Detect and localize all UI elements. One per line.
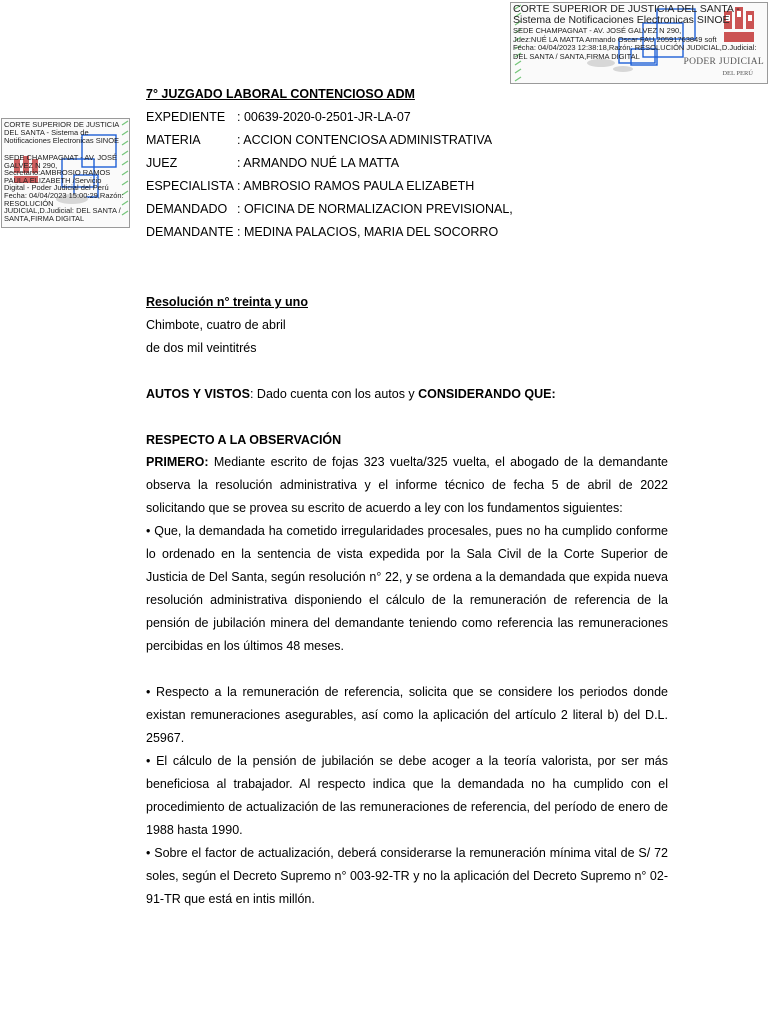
field-label: JUEZ — [146, 156, 178, 170]
stamp-court-name: CORTE SUPERIOR DE JUSTICIA DEL SANTA - Sistema de Notificaciones Electronicas SINOE — [513, 3, 740, 26]
considerando-label: CONSIDERANDO QUE: — [418, 387, 556, 401]
resolution-title: Resolución n° treinta y uno — [146, 295, 308, 309]
autos-lead: AUTOS Y VISTOS — [146, 387, 250, 401]
section-title: RESPECTO A LA OBSERVACIÓN — [146, 433, 342, 447]
stamp-court-name: CORTE SUPERIOR DE JUSTICIA DEL SANTA - Sistema de Notificaciones Electronicas SINOE — [4, 120, 120, 145]
field-label: DEMANDANTE — [146, 225, 234, 239]
primero-label: PRIMERO: — [146, 455, 209, 469]
bullet-paragraph: • Que, la demandada ha cometido irregularidades procesales, pues no ha cumplido conforme lo ordenado en la sentencia de vista expedida por la Sala Civil de la Corte Superior de Justicia de Del Santa, según resolución n° 22, y se ordena a la demandada que expida nueva resolución administrativa disponiendo el cálculo de la remuneración de referencia de la pensión de jubilación minera del demandante teniendo como referencia las remuneraciones percibidas en los últimos 48 meses. — [146, 524, 668, 653]
digital-signature-stamp-judge — [510, 2, 768, 84]
field-value: : ACCION CONTENCIOSA ADMINISTRATIVA — [237, 133, 493, 147]
resolution-date-line-1: Chimbote, cuatro de abril — [146, 318, 286, 332]
field-label: DEMANDADO — [146, 202, 228, 216]
field-label: ESPECIALISTA — [146, 179, 234, 193]
bullet-paragraph: • Sobre el factor de actualización, deberá considerarse la remuneración mínima vital de S/ 72 soles, según el Decreto Supremo n° 003-92-TR y no la aplicación del Decreto Supremo n° 02-91-TR que está en intis millón. — [146, 846, 668, 906]
field-label: EXPEDIENTE — [146, 110, 226, 124]
autos-text: : Dado cuenta con los autos y — [249, 387, 419, 401]
stamp-signature-details: SEDE CHAMPAGNAT - AV. JOSÉ GALVEZ N 290, Secretario:AMBROSIO RAMOS PAULA ELIZABETH /Servicio Digital - Poder Judicial del Perú Fecha: 04/04/2023 15:00:29,Razón: RESOLUCIÓN JUDICIAL,D.Judicial: DEL SANTA / SANTA,FIRMA DIGITAL — [4, 153, 124, 223]
stamp-signature-details: SEDE CHAMPAGNAT - AV. JOSÉ GALVEZ N 290, Juez:NUÉ LA MATTA Armando Oscar FAU 20591763849 soft Fecha: 04/04/2023 12:38:18,Razón: RESOLUCIÓN JUDICIAL,D.Judicial: DEL SANTA / SANTA,FIRMA DIGITAL — [513, 26, 757, 61]
field-value: : AMBROSIO RAMOS PAULA ELIZABETH — [237, 179, 475, 193]
primero-paragraph — [146, 451, 668, 520]
field-value: : 00639-2020-0-2501-JR-LA-07 — [237, 110, 411, 124]
court-name: 7° JUZGADO LABORAL CONTENCIOSO ADM — [146, 87, 415, 101]
digital-signature-stamp-secretary — [1, 118, 130, 228]
autos-y-vistos — [146, 386, 556, 402]
poder-judicial-logo-subtitle: DEL PERÚ — [722, 70, 753, 77]
bullet-paragraph: • Respecto a la remuneración de referencia, solicita que se considere los periodos donde existan remuneraciones asegurables, así como la aplicación del artículo 2 literal b) del D.L. 25967. — [146, 685, 668, 745]
bullet-paragraph: • El cálculo de la pensión de jubilación se debe acoger a la teoría valorista, por ser más beneficiosa al trabajador. Al respecto indica que la demandada no ha cumplido con el procedimiento de actualización de las remuneraciones de referencia, del período de enero de 1988 hasta 1990. — [146, 754, 668, 837]
field-value: : MEDINA PALACIOS, MARIA DEL SOCORRO — [237, 225, 499, 239]
resolution-date-line-2: de dos mil veintitrés — [146, 341, 257, 355]
field-label: MATERIA — [146, 133, 201, 147]
poder-judicial-logo-title: PODER JUDICIAL — [683, 57, 764, 67]
field-value: : ARMANDO NUÉ LA MATTA — [237, 156, 400, 170]
primero-text: Mediante escrito de fojas 323 vuelta/325 vuelta, el abogado de la demandante observa la resolución administrativa y el informe técnico de fecha 5 de abril de 2022 solicitando que se provea su escrito de acuerdo a ley con los fundamentos siguientes: — [146, 455, 668, 515]
field-value: : OFICINA DE NORMALIZACION PREVISIONAL, — [237, 202, 513, 216]
